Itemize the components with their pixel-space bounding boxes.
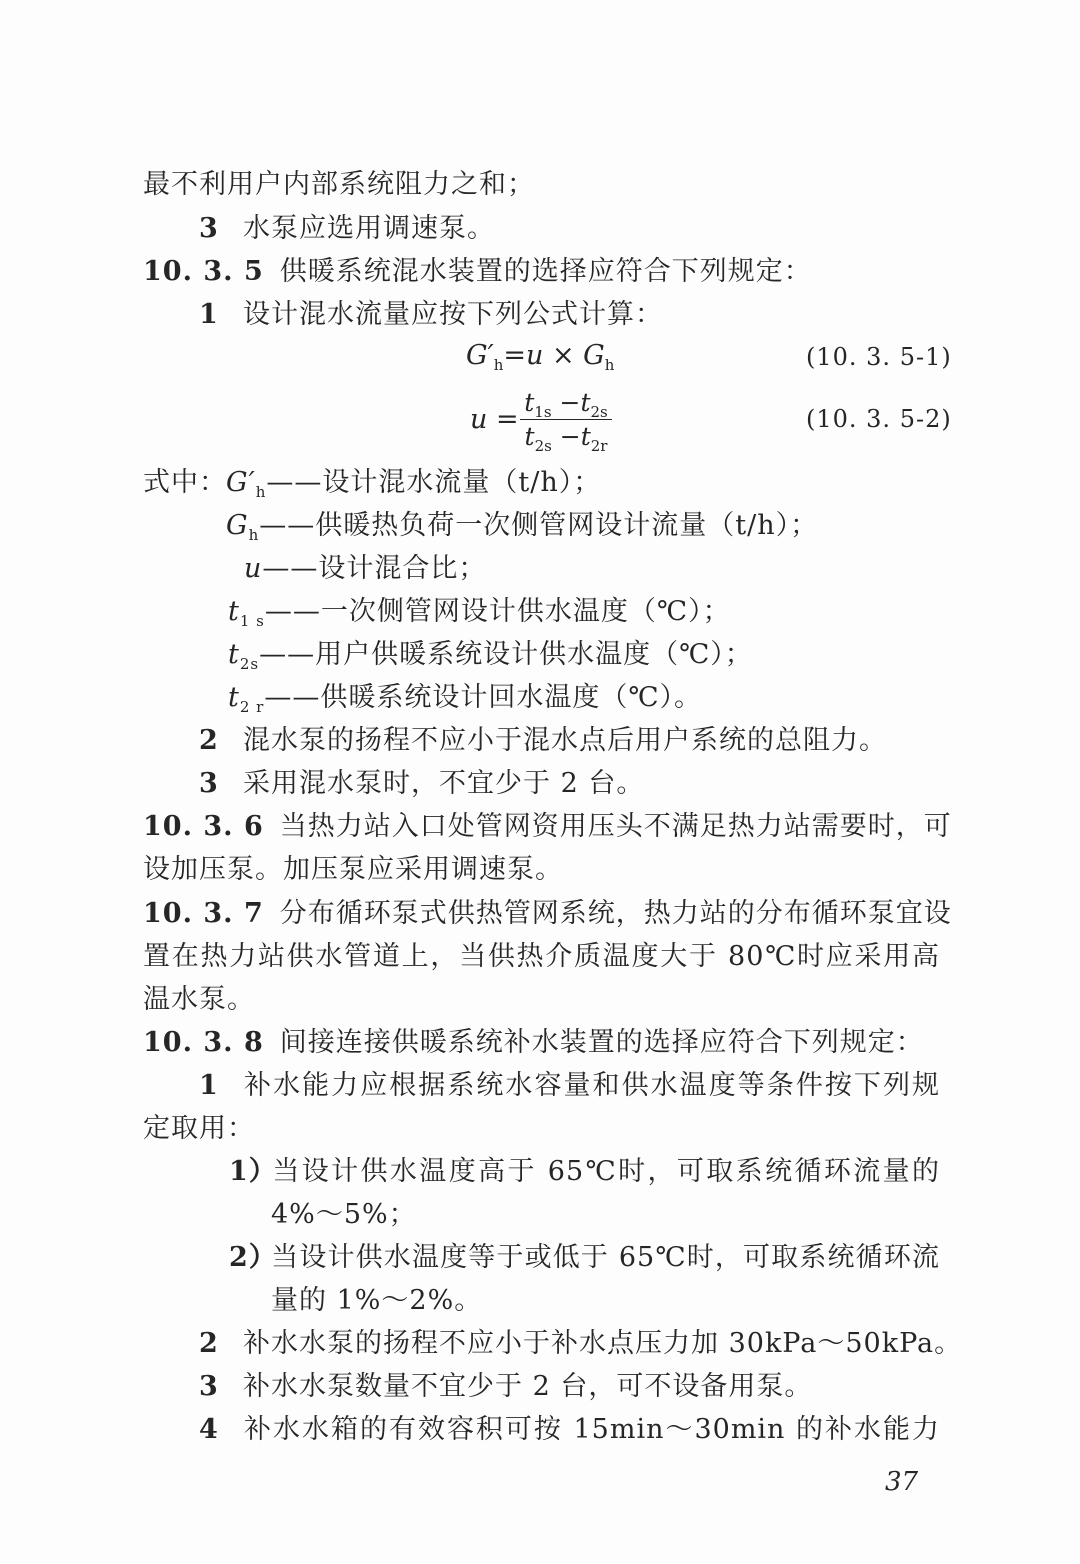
clause-text: 供暖系统混水装置的选择应符合下列规定： <box>279 256 812 287</box>
item-number: 3 <box>199 768 219 799</box>
list-item-2 <box>199 1323 999 1365</box>
list-item-3 <box>199 763 999 805</box>
item-text: 补水能力应根据系统水容量和供水温度等条件按下列规 <box>243 1070 940 1101</box>
text-line: 4%～5%； <box>271 1199 417 1230</box>
item-number: 2 <box>199 1328 219 1359</box>
equation-10-3-5-1 <box>466 340 615 374</box>
eq-subscript: h <box>604 356 615 374</box>
text-line: 最不利用户内部系统阻力之和； <box>143 169 535 200</box>
text-line: 置在热力站供水管道上，当供热介质温度大于 80℃时应采用高 <box>143 941 940 972</box>
item-number: 4 <box>199 1414 219 1445</box>
item-number: 1 <box>199 299 219 330</box>
sub-item-1 <box>229 1151 940 1193</box>
clause-10-3-6 <box>143 806 952 848</box>
list-item-4 <box>199 1409 940 1451</box>
item-text: 水泵应选用调速泵。 <box>243 213 495 244</box>
text-line: 设加压泵。加压泵应采用调速泵。 <box>143 854 563 885</box>
list-item-3 <box>199 208 999 250</box>
sub-item-2 <box>229 1237 940 1279</box>
clause-10-3-5 <box>143 251 943 293</box>
sub-item-number: 1） <box>229 1156 277 1187</box>
definition-row: $t_{2 r}——$供暖系统设计回水温度（℃）。 <box>228 682 703 716</box>
text-line: 定取用： <box>143 1113 255 1144</box>
clause-text: 当热力站入口处管网资用压头不满足热力站需要时，可 <box>279 811 952 842</box>
eq-expression: =u × G <box>503 340 605 371</box>
item-text: 补水水箱的有效容积可按 15min～30min 的补水能力 <box>243 1414 940 1445</box>
eq-symbol: G′ <box>466 340 494 371</box>
clause-text: 间接连接供暖系统补水装置的选择应符合下列规定： <box>279 1027 924 1058</box>
item-text: 采用混水泵时，不宜少于 2 台。 <box>243 768 645 799</box>
list-item-3 <box>199 1366 999 1408</box>
list-item-2 <box>199 720 999 762</box>
equation-number: (10. 3. 5-2) <box>806 405 952 433</box>
item-number: 1 <box>199 1070 219 1101</box>
text-line: 量的 1%～2%。 <box>271 1285 483 1316</box>
clause-number: 10. 3. 8 <box>143 1027 264 1058</box>
equation-number: (10. 3. 5-1) <box>806 343 952 371</box>
item-text: 混水泵的扬程不应小于混水点后用户系统的总阻力。 <box>243 725 887 756</box>
clause-10-3-8 <box>143 1022 943 1064</box>
definition-prefix: 式中： <box>143 467 227 498</box>
fraction <box>520 388 612 455</box>
clause-number: 10. 3. 6 <box>143 811 264 842</box>
sub-item-text: 当设计供水温度高于 65℃时，可取系统循环流量的 <box>271 1156 940 1187</box>
item-number: 3 <box>199 1371 219 1402</box>
clause-number: 10. 3. 7 <box>143 898 264 929</box>
list-item-1 <box>199 294 999 336</box>
item-text: 补水水泵数量不宜少于 2 台，可不设备用泵。 <box>243 1371 813 1402</box>
item-number: 3 <box>199 213 219 244</box>
definition-row: $t_{1 s}——$一次侧管网设计供水温度（℃）； <box>228 596 731 630</box>
definition-row: $G_h——$供暖热负荷一次侧管网设计流量（t/h）； <box>226 510 819 544</box>
clause-number: 10. 3. 5 <box>143 256 264 287</box>
item-text: 补水水泵的扬程不应小于补水点压力加 30kPa～50kPa。 <box>243 1328 963 1359</box>
eq-subscript: h <box>493 356 504 374</box>
item-number: 2 <box>199 725 219 756</box>
sub-item-text: 当设计供水温度等于或低于 65℃时，可取系统循环流 <box>271 1242 940 1273</box>
definition-row: u——设计混合比； <box>244 553 487 584</box>
sub-item-number: 2） <box>229 1242 277 1273</box>
text-line: 温水泵。 <box>143 984 255 1015</box>
page-number: 37 <box>885 1467 919 1497</box>
denominator: $t_{2s} -t_{2r}$ <box>524 422 608 455</box>
equation-lhs: u = <box>470 404 519 435</box>
definition-row: $G'_h——$设计混水流量（t/h）； <box>226 467 602 501</box>
item-text: 设计混水流量应按下列公式计算： <box>243 299 663 330</box>
clause-text: 分布循环泵式供热管网系统，热力站的分布循环泵宜设 <box>279 898 952 929</box>
clause-10-3-7 <box>143 893 952 935</box>
numerator: $t_{1s} -t_{2s}$ <box>524 388 608 421</box>
definition-row: $t_{2s}——$用户供暖系统设计供水温度（℃）； <box>228 639 753 673</box>
list-item-1 <box>199 1065 940 1107</box>
